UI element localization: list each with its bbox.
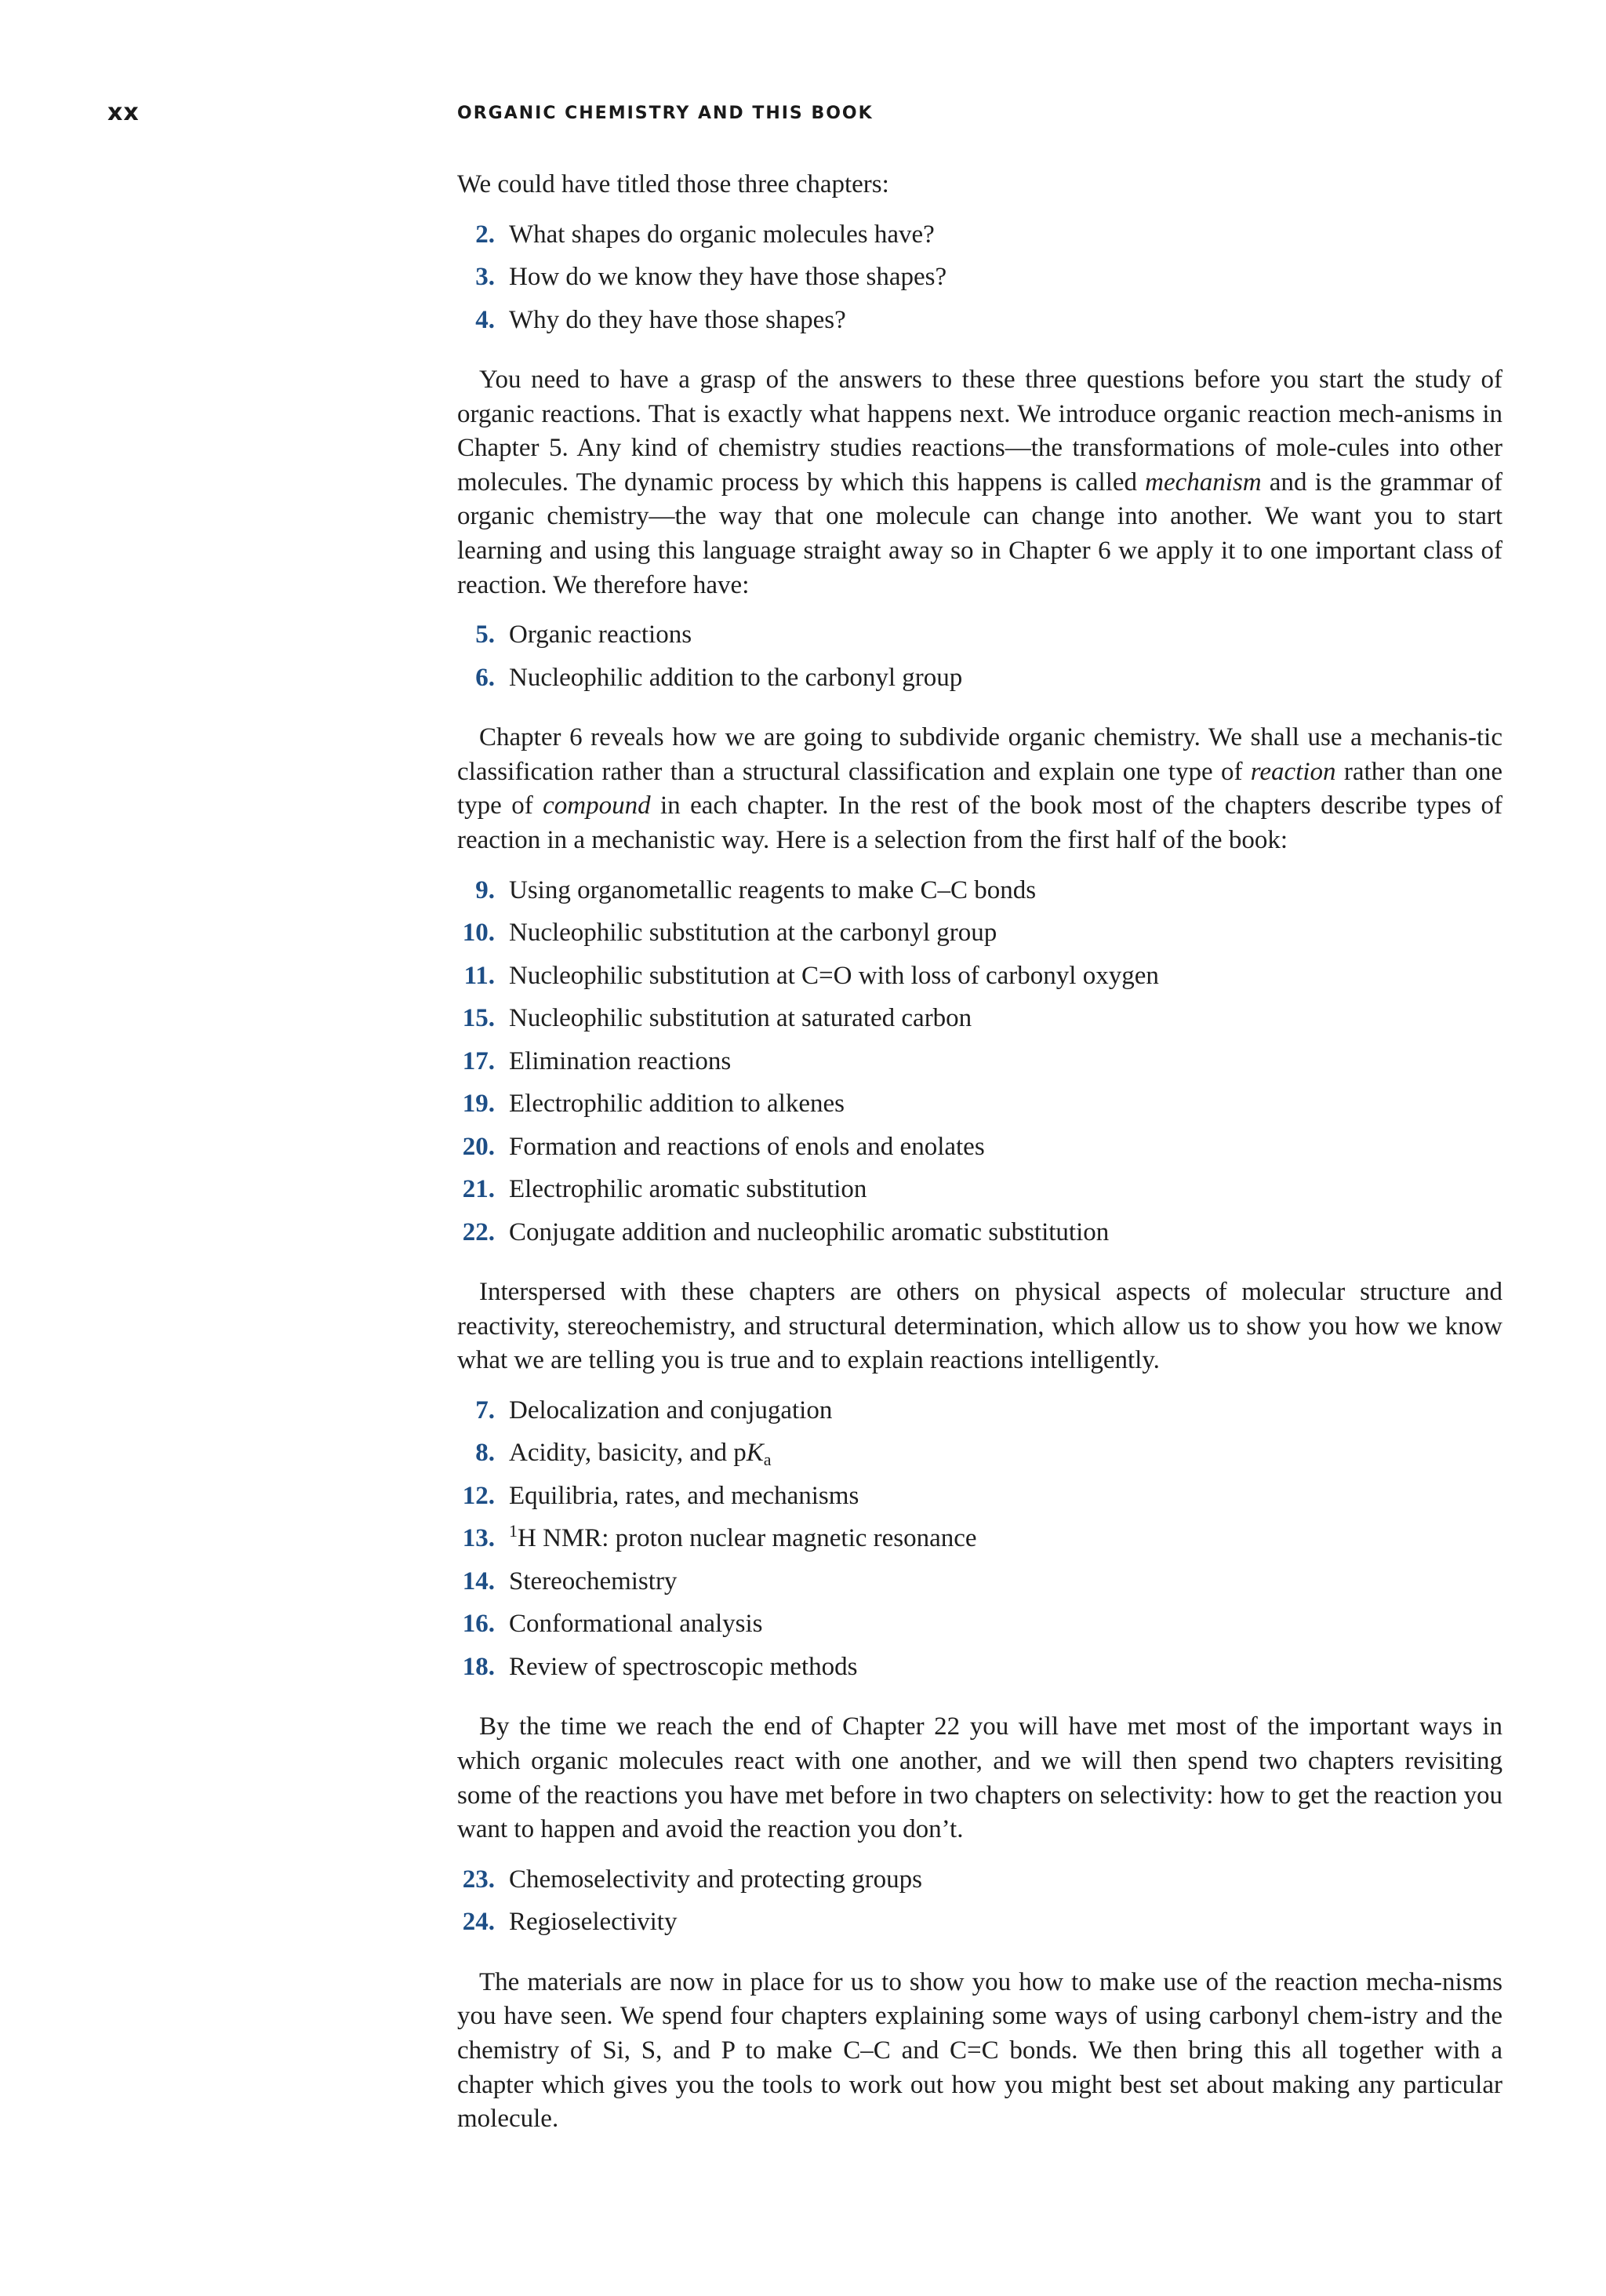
chapter-title: Organic reactions (509, 620, 692, 650)
paragraph-mechanisms (457, 363, 1502, 602)
paragraph-physical-aspects: Interspersed with these chapters are others on physical aspects of molecular structure and reactivity, stereochemistry, and structural determination, which allow us to show you how we know what we are telling you is true and to explain reactions intelligently. (457, 1278, 1502, 1375)
chapter-title: Conformational analysis (509, 1610, 763, 1639)
chapter-title: Nucleophilic substitution at saturated carbon (509, 1004, 972, 1033)
chapter-title: Nucleophilic addition to the carbonyl group (509, 663, 963, 692)
list-item (457, 1522, 1502, 1565)
chapter-number: 10. (462, 919, 495, 948)
chapter-number: 14. (462, 1566, 495, 1596)
paragraph-text: You need to have a grasp of the answers to these three questions before you start the study of organic reactions. That is exactly what happens next. We introduce organic reaction mech-anisms in Chapter 5. Any kind of chemistry studies reactions—the transformations of mole-cules into other molecules. The dynamic process by which this happens is called (457, 366, 1502, 497)
chapter-number: 2. (475, 220, 495, 249)
chapter-number: 5. (475, 620, 495, 650)
subscript: a (763, 1450, 772, 1470)
intro-line: We could have titled those three chapters: (457, 170, 889, 198)
superscript: 1 (509, 1521, 518, 1541)
paragraph-text: and is the grammar of organic chemistry—the way that one molecule can change into another. We want you to start learning and using this language straight away so in Chapter 6 we apply it to one important class of reaction. We therefore have: (457, 468, 1502, 599)
chapter-title: Nucleophilic substitution at the carbonyl group (509, 919, 997, 948)
chapter-number: 3. (475, 263, 495, 292)
list-item (457, 874, 1502, 917)
chapter-list-structure (457, 218, 1502, 347)
list-item (457, 1087, 1502, 1130)
chapter-title: Equilibria, rates, and mechanisms (509, 1481, 859, 1510)
chapter-number: 23. (462, 1865, 495, 1894)
list-item (457, 1565, 1502, 1608)
chapter-number: 4. (475, 305, 495, 334)
chapter-number: 18. (462, 1652, 495, 1681)
paragraph-synthesis: The materials are now in place for us to show you how to make use of the reaction mecha-nisms you have seen. We spend four chapters explaining some ways of using carbonyl chem-istry and the chemistry of Si, S, and P to make C–C and C=C bonds. We then bring this all together with a chapter which gives you the tools to work out how you might best set about making any particular molecule. (457, 1967, 1502, 2134)
chapter-number: 24. (462, 1908, 495, 1937)
list-item (457, 304, 1502, 347)
list-item (457, 1002, 1502, 1045)
paragraph-text: Chapter 6 reveals how we are going to subdivide organic chemistry. We shall use a mechanis-tic classification rather than a structural classification and explain one type of (457, 723, 1502, 786)
list-item (457, 661, 1502, 704)
chapter-number: 15. (462, 1004, 495, 1033)
chapter-number: 12. (462, 1481, 495, 1510)
chapter-title: Why do they have those shapes? (509, 305, 846, 334)
page-number: xx (107, 99, 140, 126)
italic-symbol: K (746, 1439, 764, 1468)
chapter-number: 22. (462, 1217, 495, 1246)
emphasis-text: reaction (1250, 757, 1336, 786)
list-item (457, 1216, 1502, 1259)
chapter-title (509, 1522, 977, 1556)
chapter-number: 13. (462, 1524, 495, 1553)
list-item (457, 1905, 1502, 1949)
chapter-title: Chemoselectivity and protecting groups (509, 1865, 922, 1894)
chapter-title: Formation and reactions of enols and enolates (509, 1132, 985, 1161)
chapter-title: Electrophilic aromatic substitution (509, 1175, 867, 1204)
chapter-list-physical (457, 1394, 1502, 1694)
chapter-number: 19. (462, 1090, 495, 1119)
paragraph-classification (457, 721, 1502, 857)
chapter-title: Delocalization and conjugation (509, 1395, 833, 1425)
chapter-title: Review of spectroscopic methods (509, 1652, 858, 1681)
chapter-number: 11. (463, 961, 495, 990)
list-item (457, 1863, 1502, 1906)
paragraph-text: in each chapter. In the rest of the book most of the chapters describe types of reaction in a mechanistic way. Here is a selection from the first half of the book: (457, 791, 1503, 855)
chapter-list-selectivity (457, 1863, 1502, 1949)
chapter-title-text: Acidity, basicity, and p (509, 1439, 747, 1468)
list-item (457, 260, 1502, 304)
chapter-number: 21. (462, 1175, 495, 1204)
chapter-list-reactions (457, 618, 1502, 704)
list-item (457, 1436, 1502, 1479)
list-item (457, 1607, 1502, 1650)
chapter-title: Using organometallic reagents to make C–C bonds (509, 875, 1037, 904)
emphasis-text: mechanism (1145, 468, 1262, 497)
paragraph-selectivity: By the time we reach the end of Chapter 22 you will have met most of the important ways in which organic molecules react with one another, and we will then spend two chapters revisiting some of the reactions you have met before in two chapters on selectivity: how to get the reaction you want to happen and avoid the reaction you don’t. (457, 1712, 1502, 1844)
chapter-title-text: H NMR: proton nuclear magnetic resonance (518, 1524, 977, 1553)
chapter-list-mechanistic (457, 874, 1502, 1259)
chapter-title: Electrophilic addition to alkenes (509, 1090, 845, 1119)
chapter-title: Elimination reactions (509, 1046, 732, 1075)
emphasis-text: compound (543, 791, 651, 821)
chapter-title: What shapes do organic molecules have? (509, 220, 935, 249)
chapter-number: 17. (462, 1046, 495, 1075)
chapter-title: Regioselectivity (509, 1908, 678, 1937)
list-item (457, 1394, 1502, 1437)
chapter-title: Conjugate addition and nucleophilic aromatic substitution (509, 1217, 1110, 1246)
paragraph-text: rather than one type of (457, 757, 1502, 821)
list-item (457, 618, 1502, 661)
chapter-title: Stereochemistry (509, 1566, 678, 1596)
chapter-title: Nucleophilic substitution at C=O with loss of carbonyl oxygen (509, 961, 1159, 990)
chapter-title: How do we know they have those shapes? (509, 263, 947, 292)
chapter-number: 7. (475, 1395, 495, 1425)
list-item (457, 916, 1502, 959)
page-body (457, 168, 1502, 2137)
chapter-number: 9. (475, 875, 495, 904)
list-item (457, 1650, 1502, 1694)
list-item (457, 959, 1502, 1002)
list-item (457, 1130, 1502, 1173)
list-item (457, 1045, 1502, 1088)
list-item (457, 1173, 1502, 1216)
running-head: ORGANIC CHEMISTRY AND THIS BOOK (457, 104, 874, 123)
chapter-number: 20. (462, 1132, 495, 1161)
list-item (457, 218, 1502, 261)
chapter-title (509, 1436, 772, 1471)
chapter-number: 16. (462, 1610, 495, 1639)
chapter-number: 8. (475, 1439, 495, 1468)
list-item (457, 1479, 1502, 1523)
chapter-number: 6. (475, 663, 495, 692)
